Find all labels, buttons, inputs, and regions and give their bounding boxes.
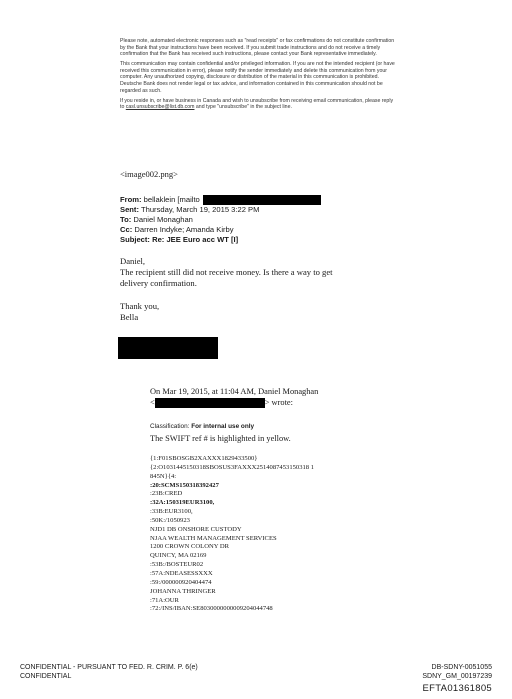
from-value: bellaklein [mailto — [143, 195, 200, 204]
reply-intro — [150, 386, 318, 408]
unsubscribe-email-link[interactable]: casl.unsubscribe@list.db.com — [125, 104, 195, 111]
swift-line: :50K:/1050923 — [150, 516, 190, 524]
swift-note: The SWIFT ref # is highlighted in yellow. — [150, 434, 291, 443]
sent-label: Sent: — [120, 205, 139, 214]
swift-line: :59:/000000920404474 — [150, 578, 212, 586]
swift-line: QUINCY, MA 02169 — [150, 552, 207, 560]
wrote-text: > wrote: — [264, 398, 293, 407]
email-header — [120, 195, 321, 245]
footer-bates-db: DB-SDNY-0051055 — [431, 664, 492, 671]
footer-left — [20, 663, 198, 681]
swift-line: {2:O1031445150318SBOSUS3FAXXX2514087453150318 1 — [150, 463, 315, 471]
from-label: From: — [120, 195, 142, 204]
swift-message — [150, 455, 314, 614]
message-body — [120, 256, 333, 289]
swift-line: 1200 CROWN COLONY DR — [150, 543, 230, 551]
cc-label: Cc: — [120, 225, 133, 234]
redaction-bar — [203, 195, 321, 205]
swift-line: :57A:NDEASESSXXX — [150, 569, 213, 577]
cc-value: Darren Indyke; Amanda Kirby — [134, 225, 234, 234]
message-line-1: The recipient still did not receive money. Is there a way to get — [120, 267, 333, 277]
classification-value: For internal use only — [191, 423, 255, 430]
greeting: Daniel, — [120, 256, 146, 266]
redaction-bar — [155, 398, 265, 408]
reply-wrote-line: < > wrote: — [150, 398, 293, 407]
disclaimer-receipts: Please note, automated electronic responses such as "read receipts" or fax confirmations do not constitute confirmation by the Bank that your instructions have been received. If you submit trade instructions and do not receive a timely confirmation that the Bank has received such instructions, please contact your Bank representative immediately. — [120, 38, 395, 58]
footer-bates-sdny: SDNY_GM_00197239 — [422, 673, 492, 680]
classification-label: Classification: — [150, 423, 192, 430]
subject-row — [120, 235, 321, 245]
sent-value: Thursday, March 19, 2015 3:22 PM — [140, 205, 260, 214]
footer-right — [422, 663, 492, 681]
swift-line: :71A:OUR — [150, 596, 179, 604]
disclaimer-confidential: This communication may contain confidential and/or privileged information. If you are not the intended recipient (or have received this communication in error), please notify the sender immediately and delete this communication from your computer. Any unauthorized copying, disclosure or distribution of the material in this communication is prohibited. Deutsche Bank does not render legal or tax advice, and information contained in this communication should not be regarded as such. — [120, 61, 395, 94]
swift-line: :23B:CRED — [150, 490, 183, 498]
thanks: Thank you, — [120, 301, 160, 311]
swift-line: :72:/INS/IBAN:SE8030000000009204044748 — [150, 605, 273, 613]
to-label: To: — [120, 215, 132, 224]
message-line-2: delivery confirmation. — [120, 278, 197, 288]
redaction-block — [118, 337, 218, 359]
subject-value: Re: JEE Euro acc WT [I] — [152, 235, 239, 244]
footer-confidential: CONFIDENTIAL — [20, 673, 72, 680]
swift-line: NJD1 DB ONSHORE CUSTODY — [150, 525, 242, 533]
disclaimer-canada: If you reside in, or have business in Canada and wish to unsubscribe from receiving email communication, please reply to casl.unsubscribe@list.db.com and type "unsubscribe" in the subject line. — [120, 97, 394, 111]
swift-ref-highlight: :20:SCMS150318392427 — [150, 481, 219, 489]
footer-confidential-pursuant: CONFIDENTIAL - PURSUANT TO FED. R. CRIM. P. 6(e) — [20, 664, 198, 671]
swift-line: :53B:/BOSTEUR02 — [150, 561, 204, 569]
swift-amount-line: :32A:150319EUR3100, — [150, 499, 215, 507]
reply-intro-line: On Mar 19, 2015, at 11:04 AM, Daniel Monaghan — [150, 387, 319, 396]
efta-number: EFTA01361805 — [422, 683, 492, 694]
swift-line: JOHANNA THRINGER — [150, 587, 216, 595]
disclaimer-block — [120, 38, 398, 114]
cc-row — [120, 225, 321, 235]
sign-off — [120, 301, 159, 323]
swift-line: :33B:EUR3100, — [150, 508, 193, 516]
from-row — [120, 195, 321, 205]
to-row — [120, 215, 321, 225]
classification — [150, 423, 254, 430]
swift-line: 845N}{4: — [150, 472, 177, 480]
sent-row — [120, 205, 321, 215]
swift-line: NJAA WEALTH MANAGEMENT SERVICES — [150, 534, 277, 542]
signature: Bella — [120, 312, 139, 322]
swift-line: {1:F01SBOSGB2XAXXX1829433500} — [150, 455, 258, 462]
subject-label: Subject: — [120, 235, 150, 244]
image-reference: <image002.png> — [120, 169, 178, 179]
to-value: Daniel Monaghan — [133, 215, 193, 224]
